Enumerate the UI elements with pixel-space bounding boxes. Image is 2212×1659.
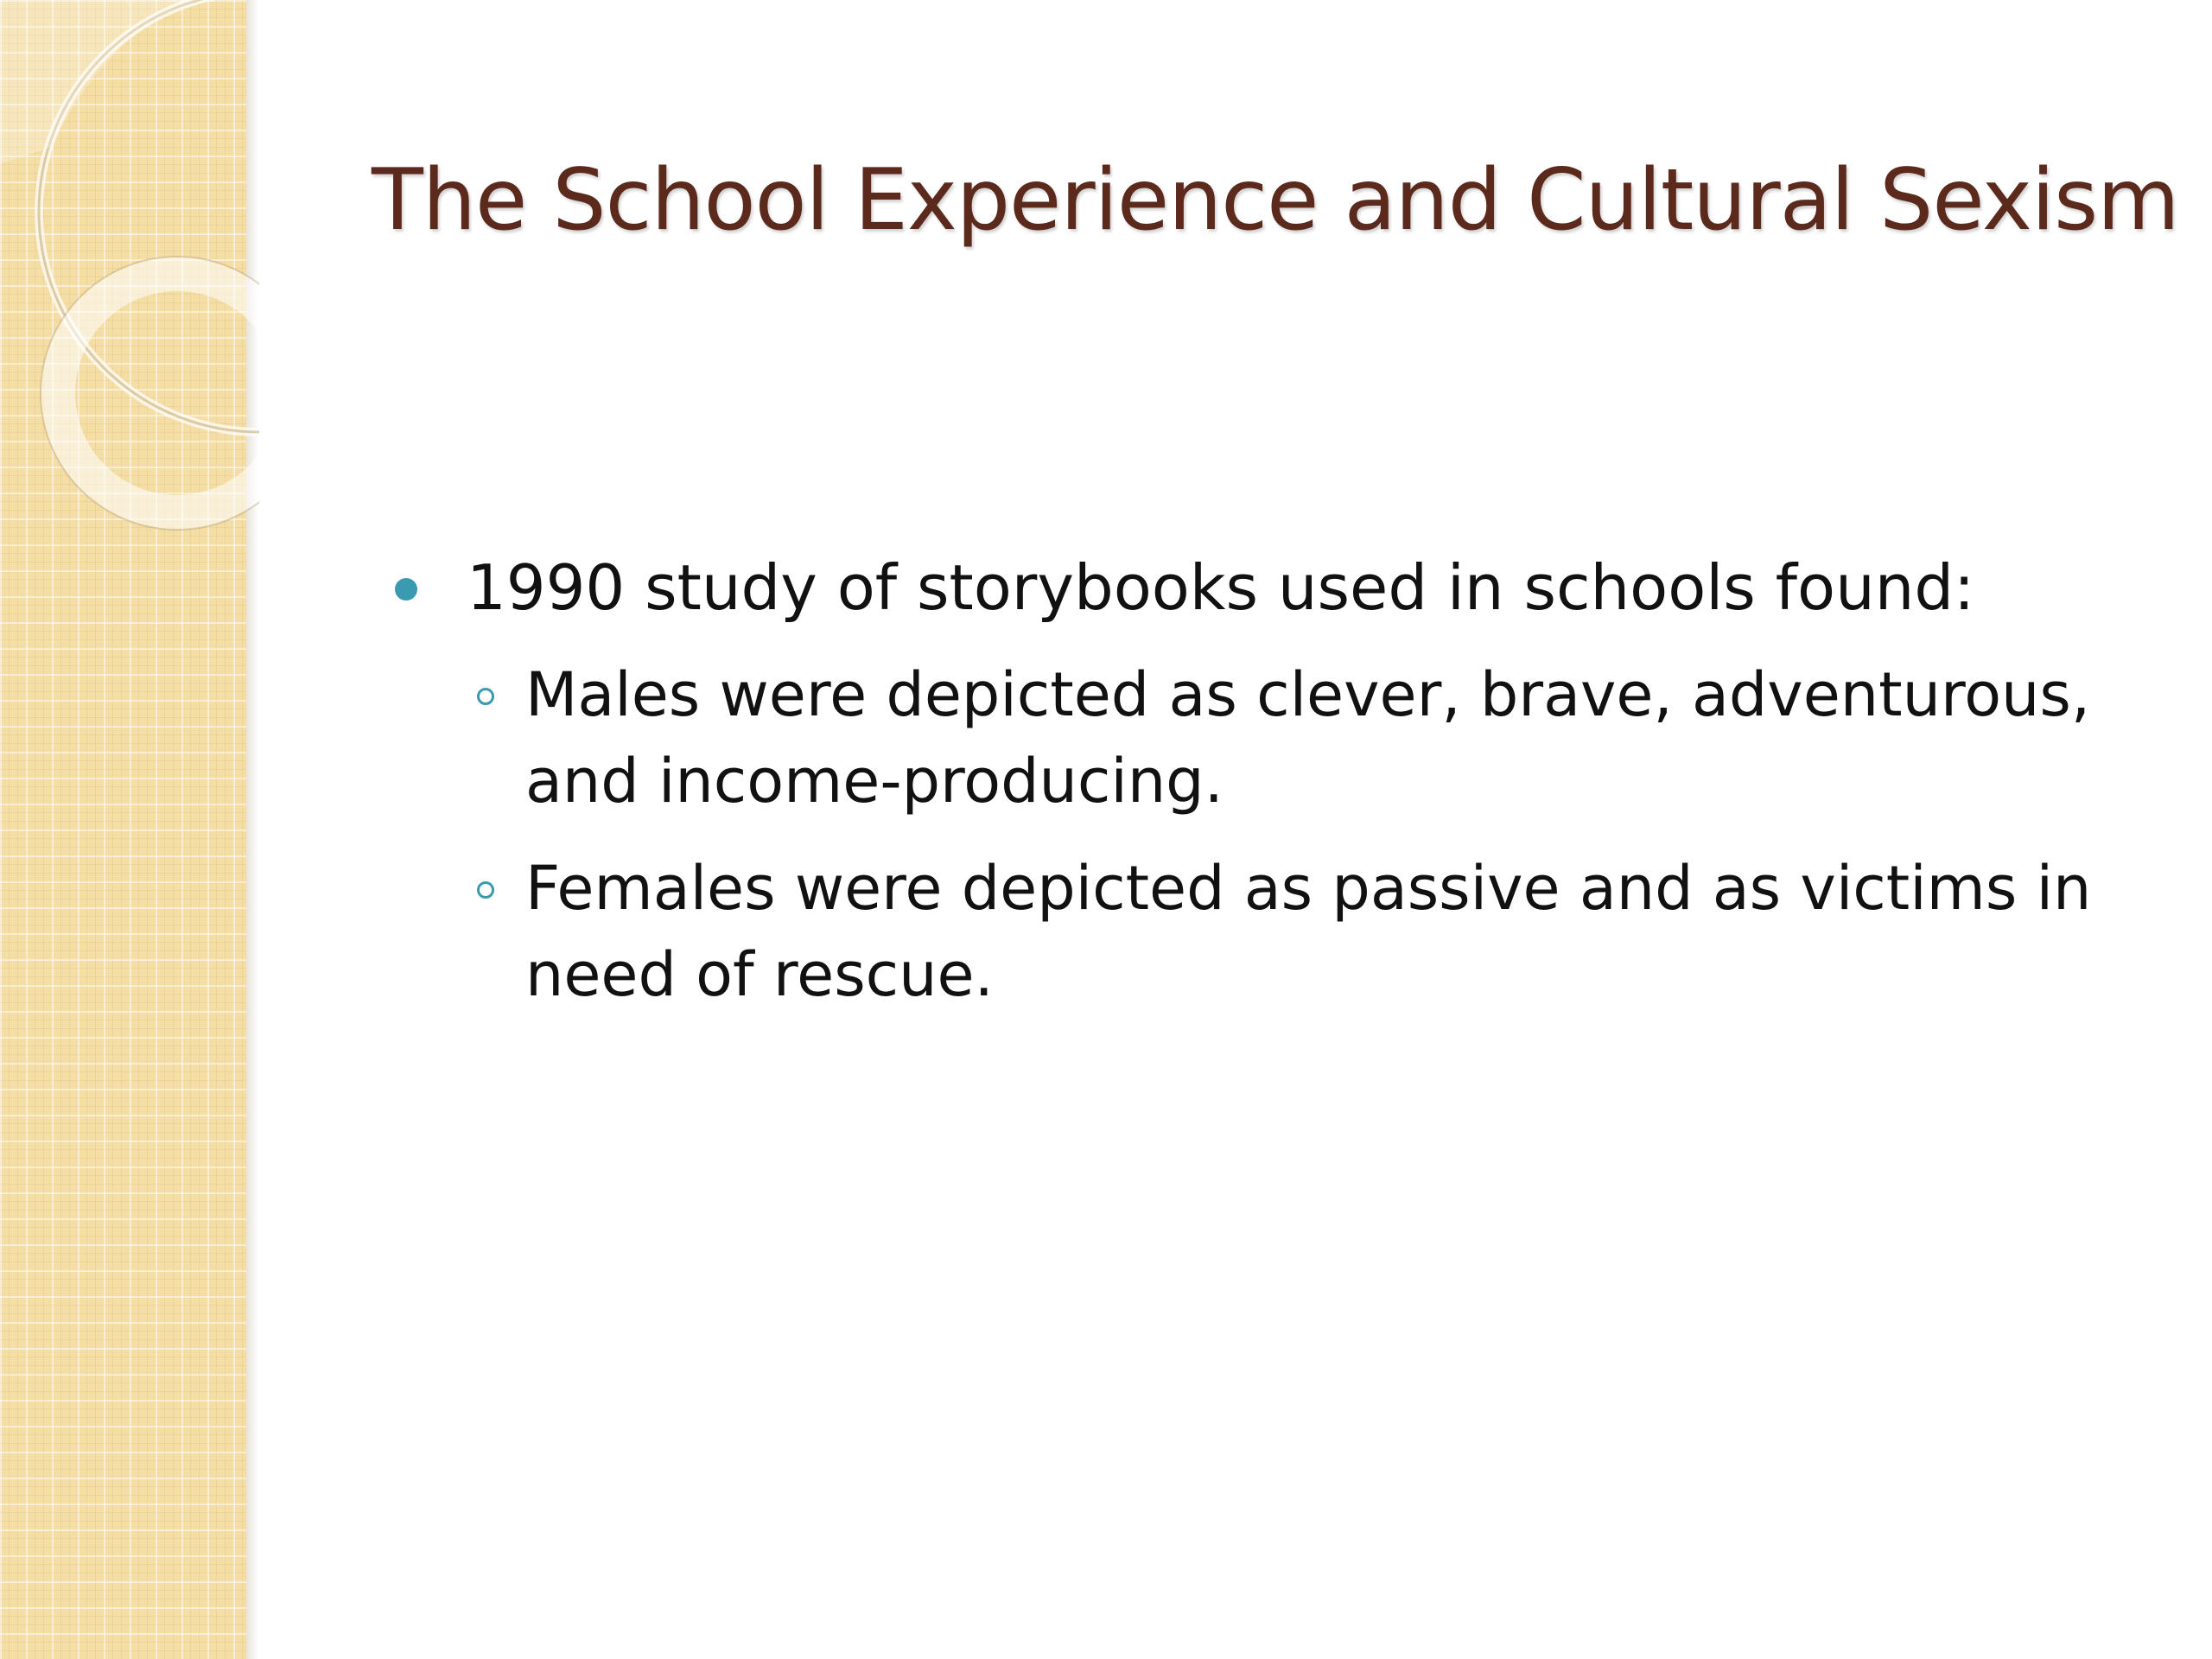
sub-bullet-item	[380, 845, 2177, 1018]
hollow-circle-icon	[477, 688, 494, 705]
sub-bullet-text: Males were depicted as clever, brave, adventurous, and income-producing.	[525, 659, 2091, 817]
sub-bullet-text: Females were depicted as passive and as victims in need of rescue.	[525, 853, 2092, 1010]
hollow-circle-icon	[477, 881, 494, 899]
sub-bullet-item	[380, 652, 2177, 824]
bullet-text: 1990 study of storybooks used in schools found:	[467, 551, 1975, 624]
filled-circle-icon	[395, 578, 417, 601]
decorative-rings-icon	[0, 0, 259, 553]
slide-content	[380, 544, 2177, 1039]
bullet-item	[380, 544, 2177, 631]
slide-title: The School Experience and Cultural Sexism	[372, 151, 2179, 250]
